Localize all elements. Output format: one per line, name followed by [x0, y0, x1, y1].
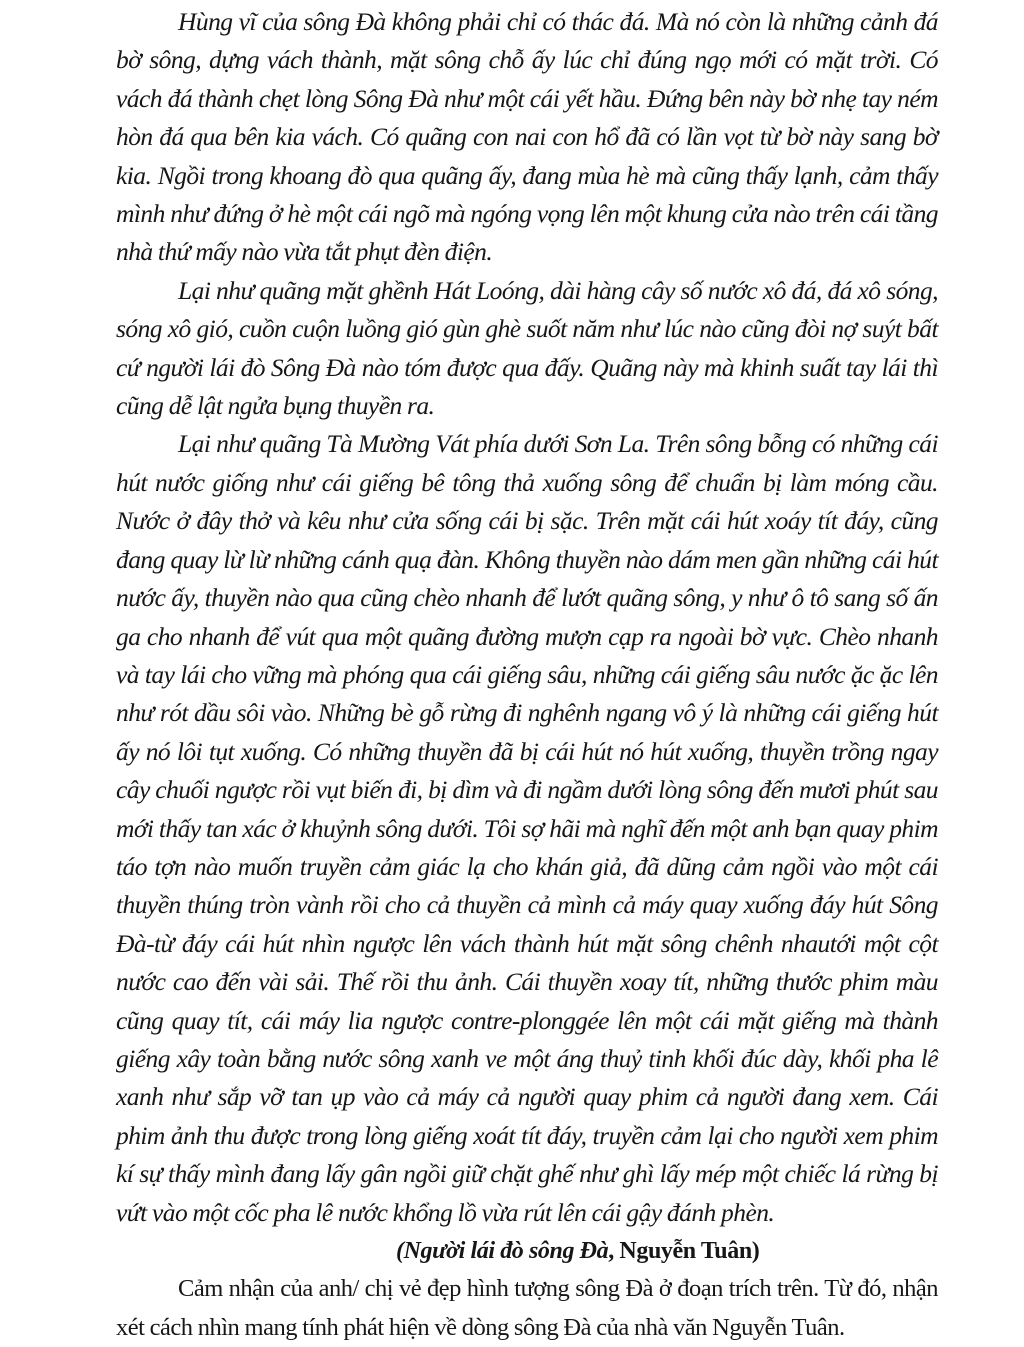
- paragraph-ta-muong-vat-whirlpools: Lại như quãng Tà Mường Vát phía dưới Sơn La. Trên sông bỗng có những cái hút nước giống như cái giếng bê tông thả xuống sông để chuẩn bị làm móng cầu. Nước ở đây thở và kêu như cửa sống cái bị sặc. Trên mặt cái hút xoáy tít đáy, cũng đang quay lừ lừ những cánh quạ đàn. Không thuyền nào dám men gần những cái hút nước ấy, thuyền nào qua cũng chèo nhanh để lướt quãng sông, y như ô tô sang số ấn ga cho nhanh để vút qua một quãng đường mượn cạp ra ngoài bờ vực. Chèo nhanh và tay lái cho vững mà phóng qua cái giếng sâu, những cái giếng sâu nước ặc ặc lên như rót dầu sôi vào. Những bè gỗ rừng đi nghênh ngang vô ý là những cái giếng hút ấy nó lôi tụt xuống. Có những thuyền đã bị cái hút nó hút xuống, thuyền trồng ngay cây chuối ngược rồi vụt biến đi, bị dìm và đi ngầm dưới lòng sông đến mươi phút sau mới thấy tan xác ở khuỷnh sông dưới. Tôi sợ hãi mà nghĩ đến một anh bạn quay phim táo tợn nào muốn truyền cảm giác lạ cho khán giả, đã dũng cảm ngồi vào một cái thuyền thúng tròn vành rồi cho cả thuyền cả mình cả máy quay xuống đáy hút Sông Đà-từ đáy cái hút nhìn ngược lên vách thành hút mặt sông chênh nhautới một cột nước cao đến vài sải. Thế rồi thu ảnh. Cái thuyền xoay tít, những thước phim màu cũng quay tít, cái máy lia ngược contre-plonggée lên một cái mặt giếng mà thành giếng xây toàn bằng nước sông xanh ve một áng thuỷ tinh khối đúc dày, khối pha lê xanh như sắp vỡ tan ụp vào cả máy cả người quay phim cả người đang xem. Cái phim ảnh thu được trong lòng giếng xoát tít đáy, truyền cảm lại cho người xem phim kí sự thấy mình đang lấy gân ngồi giữ chặt ghế như ghì lấy mép một chiếc lá rừng bị vứt vào một cốc pha lê nước khổng lồ vừa rút lên cái gậy đánh phèn.: [116, 429, 938, 1227]
- paragraph-cliff-walls: Hùng vĩ của sông Đà không phải chỉ có thác đá. Mà nó còn là những cảnh đá bờ sông, dựng vách thành, mặt sông chỗ ấy lúc chỉ đúng ngọ mới có mặt trời. Có vách đá thành chẹt lòng Sông Đà như một cái yết hầu. Đứng bên này bờ nhẹ tay ném hòn đá qua bên kia vách. Có quãng con nai con hổ đã có lần vọt từ bờ này sang bờ kia. Ngồi trong khoang đò qua quãng ấy, đang mùa hè mà cũng thấy lạnh, cảm thấy mình như đứng ở hè một cái ngõ mà ngóng vọng lên một khung cửa nào trên cái tầng nhà thứ mấy nào vừa tắt phụt đèn điện.: [116, 7, 938, 267]
- citation-close-paren: ): [751, 1238, 760, 1264]
- citation-author: Nguyễn Tuân: [619, 1238, 752, 1264]
- citation-work-title: Người lái đò sông Đà: [403, 1238, 609, 1264]
- document-page: [116, 0, 938, 1347]
- source-citation: [116, 1232, 938, 1270]
- citation-separator: ,: [608, 1238, 620, 1264]
- paragraph-hat-loong-rapids: Lại như quãng mặt ghềnh Hát Loóng, dài hàng cây số nước xô đá, đá xô sóng, sóng xô gió, cuồn cuộn luồng gió gùn ghè suốt năm như lúc nào cũng đòi nợ suýt bất cứ người lái đò Sông Đà nào tóm được qua đấy. Quãng này mà khinh suất tay lái thì cũng dễ lật ngửa bụng thuyền ra.: [116, 275, 938, 421]
- literary-excerpt: [116, 0, 938, 1232]
- citation-open-paren: (: [396, 1238, 404, 1264]
- essay-question: Cảm nhận của anh/ chị vẻ đẹp hình tượng sông Đà ở đoạn trích trên. Từ đó, nhận xét cách nhìn mang tính phát hiện về dòng sông Đà của nhà văn Nguyễn Tuân.: [116, 1275, 938, 1341]
